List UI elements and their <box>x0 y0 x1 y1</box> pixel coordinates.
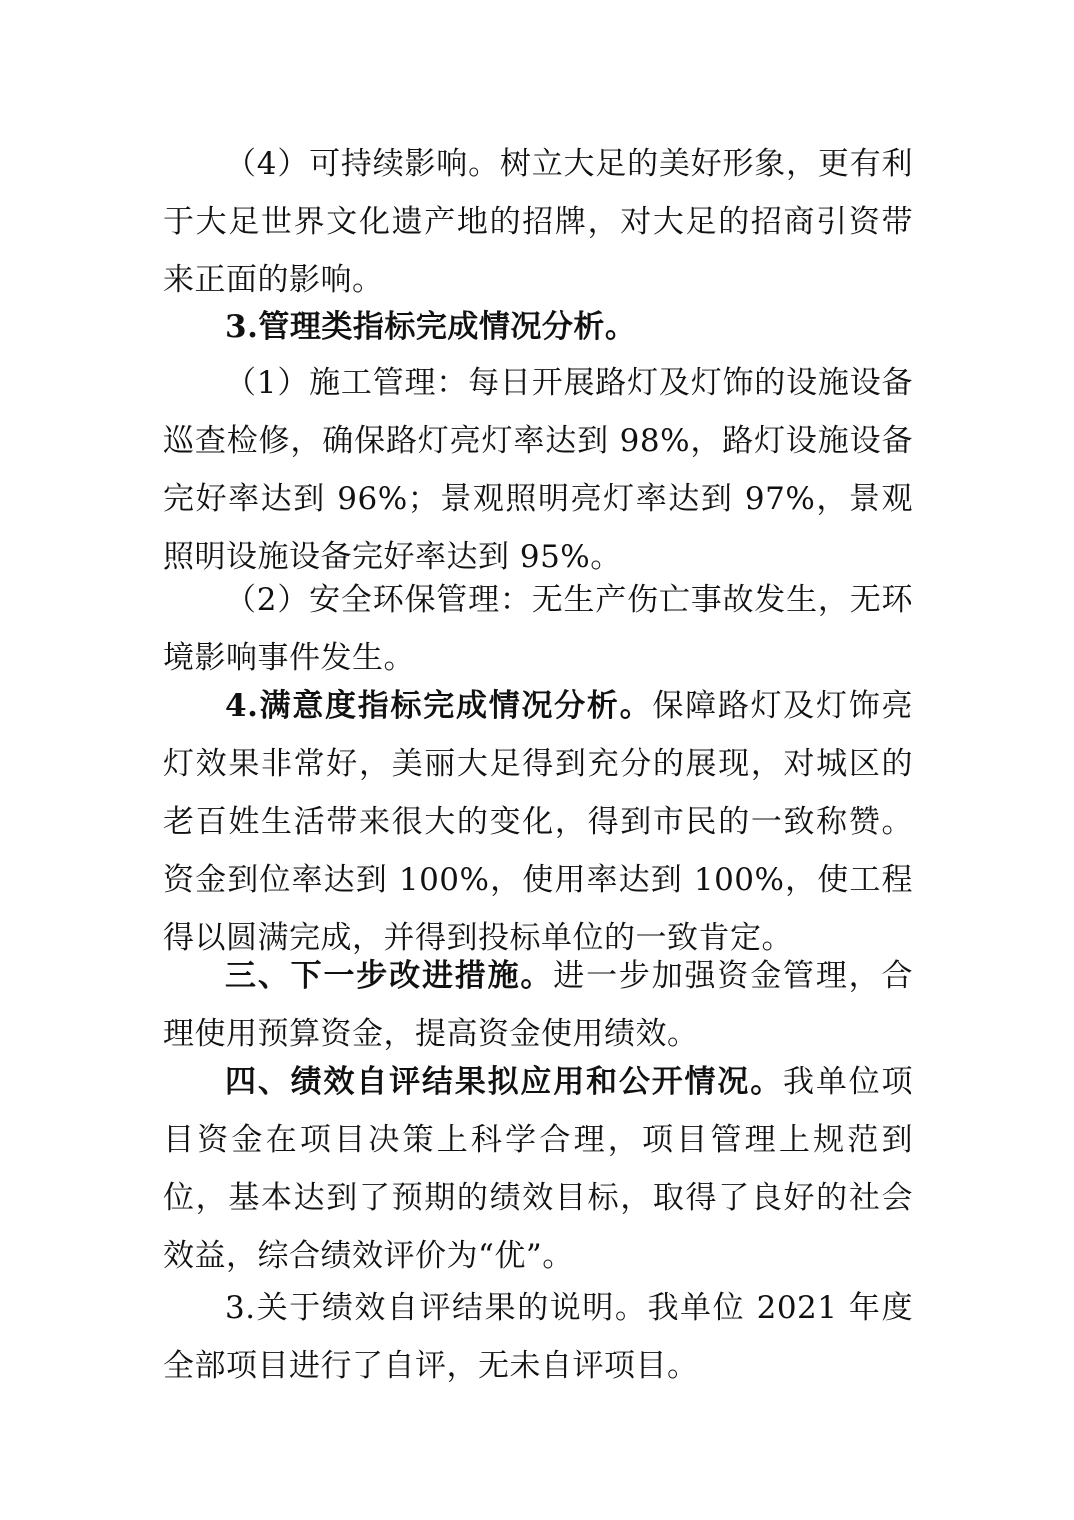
paragraph-body-next-steps: 进一步加强资金管理，合理使用预算资金，提高资金使用绩效。 <box>163 958 913 1052</box>
paragraph-self-evaluation-application <box>163 1053 913 1285</box>
paragraph-safety-environment-management: （2）安全环保管理：无生产伤亡事故发生，无环境影响事件发生。 <box>163 582 913 676</box>
paragraph-satisfaction-indicators <box>163 677 913 967</box>
paragraph-heading-next-steps: 三、下一步改进措施。 <box>225 958 554 994</box>
paragraph-self-evaluation-explanation: 3.关于绩效自评结果的说明。我单位 2021 年度全部项目进行了自评，无未自评项目。 <box>163 1290 913 1384</box>
paragraph-heading-satisfaction: 4.满意度指标完成情况分析。 <box>225 688 653 724</box>
paragraph-next-steps <box>163 947 913 1063</box>
paragraph-construction-management: （1）施工管理：每日开展路灯及灯饰的设施设备巡查检修，确保路灯亮灯率达到 98%，路灯设施设备完好率达到 96%；景观照明亮灯率达到 97%，景观照明设施设备完好率达到 95%。 <box>163 365 913 575</box>
paragraph-sustainable-impact: （4）可持续影响。树立大足的美好形象，更有利于大足世界文化遗产地的招牌，对大足的招商引资带来正面的影响。 <box>163 146 913 298</box>
section-heading-management-indicators: 3.管理类指标完成情况分析。 <box>225 309 637 345</box>
paragraph-heading-self-evaluation: 四、绩效自评结果拟应用和公开情况。 <box>225 1064 784 1100</box>
paragraph-body-self-evaluation: 我单位项目资金在项目决策上科学合理，项目管理上规范到位，基本达到了预期的绩效目标，取得了良好的社会效益，综合绩效评价为“优”。 <box>163 1064 914 1274</box>
paragraph-body-satisfaction: 保障路灯及灯饰亮灯效果非常好，美丽大足得到充分的展现，对城区的老百姓生活带来很大的变化，得到市民的一致称赞。资金到位率达到 100%，使用率达到 100%，使工程得以圆满完成，并得到投标单位的一致肯定。 <box>163 688 913 956</box>
